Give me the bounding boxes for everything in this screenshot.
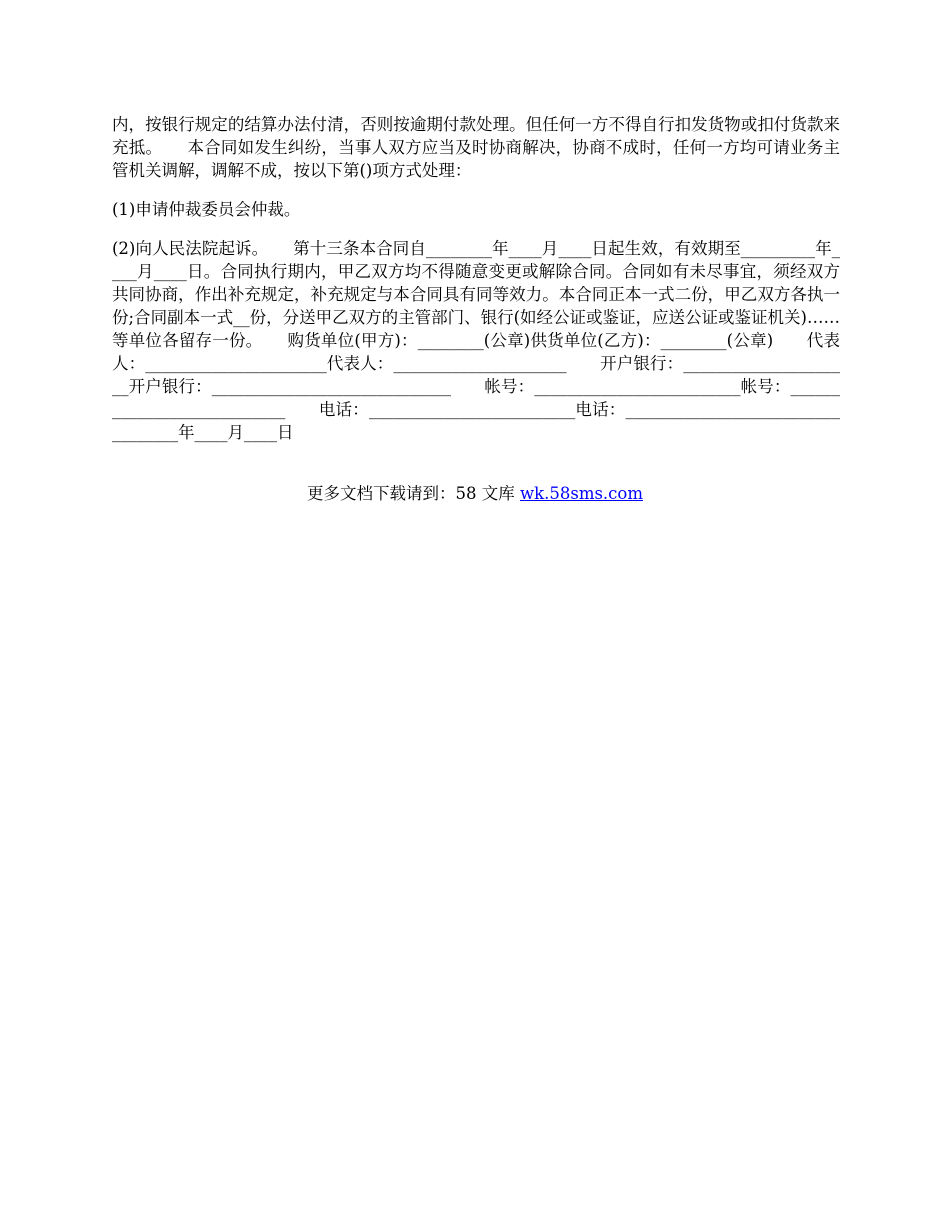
document-body xyxy=(112,113,840,444)
download-footer xyxy=(0,482,950,505)
footer-link[interactable]: wk.58sms.com xyxy=(519,484,643,503)
paragraph-effective-date-and-signatures: (2)向人民法院起诉。 第十三条本合同自________年____月____日起生效，有效期至_________年____月____日。合同执行期内，甲乙双方均不得随意变更或解除合同。合同如有未尽事宜，须经双方共同协商，作出补充规定，补充规定与本合同具有同等效力。本合同正本一式二份，甲乙双方各执一份;合同副本一式__份，分送甲乙双方的主管部门、银行(如经公证或鉴证，应送公证或鉴证机关)……等单位各留存一份。 购货单位(甲方)：________(公章)供货单位(乙方)：________(公章) 代表人：______________________代表人：_____________________ 开户银行：_____________________开户银行：_____________________________ 帐号：_________________________帐号：___________________________ 电话：_________________________电话：__________________________________年____月____日 xyxy=(112,239,840,442)
paragraph-arbitration-option: (1)申请仲裁委员会仲裁。 xyxy=(112,200,301,219)
paragraph-dispute-resolution: 内，按银行规定的结算办法付清，否则按逾期付款处理。但任何一方不得自行扣发货物或扣付货款来充抵。 本合同如发生纠纷，当事人双方应当及时协商解决，协商不成时，任何一方均可请业务主管机关调解，调解不成，按以下第()项方式处理： xyxy=(112,115,840,180)
footer-text: 更多文档下载请到：58 文库 xyxy=(306,484,520,503)
